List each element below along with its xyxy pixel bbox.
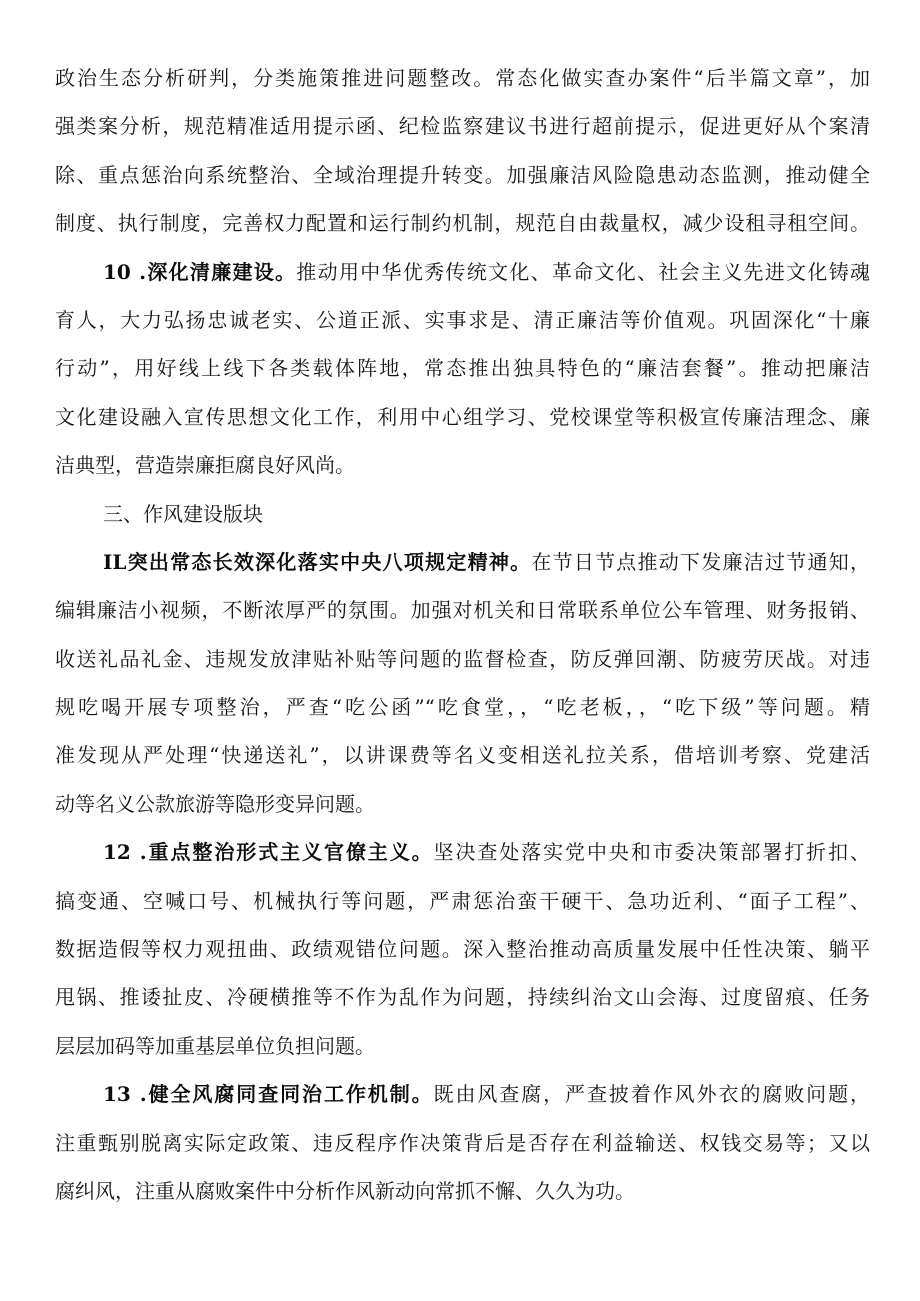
text-line	[55, 538, 870, 586]
text-line: 动等名义公款旅游等隐形变异问题。	[55, 791, 375, 816]
paragraph-item-13	[55, 1070, 870, 1215]
paragraph-item-10	[55, 248, 870, 490]
text-line: 甩锅、推诿扯皮、冷硬横推等不作为乱作为问题，持续纠治文山会海、过度留痕、任务	[55, 985, 870, 1010]
text-line: 注重甄别脱离实际定政策、违反程序作决策背后是否存在利益输送、权钱交易等；又以	[55, 1130, 870, 1155]
text-line: 层层加码等加重基层单位负担问题。	[55, 1033, 375, 1058]
paragraph-item-11	[55, 538, 870, 828]
text-line: 制度、执行制度，完善权力配置和运行制约机制，规范自由裁量权，减少设租寻租空间。	[55, 211, 870, 236]
item-heading: 13 .健全风腐同查同治工作机制。	[103, 1082, 434, 1107]
item-heading: 12 .重点整治形式主义官僚主义。	[103, 840, 434, 865]
text-line: 数据造假等权力观扭曲、政绩观错位问题。深入整治推动高质量发展中任性决策、躺平	[55, 937, 870, 962]
text-line: 编辑廉洁小视频，不断浓厚严的氛围。加强对机关和日常联系单位公车管理、财务报销、	[55, 598, 870, 623]
paragraph-item-12	[55, 828, 870, 1070]
text-line: 文化建设融入宣传思想文化工作，利用中心组学习、党校课堂等积极宣传廉洁理念、廉	[55, 404, 870, 429]
text-line: 育人，大力弘扬忠诚老实、公道正派、实事求是、清正廉洁等价值观。巩固深化“十廉	[55, 307, 870, 332]
item-text: 既由风查腐，严查披着作风外衣的腐败问题，	[433, 1082, 870, 1107]
text-line: 收送礼品礼金、违规发放津贴补贴等问题的监督检查，防反弹回潮、防疲劳厌战。对违	[55, 646, 870, 671]
text-line	[55, 1070, 870, 1118]
text-line	[55, 828, 870, 876]
document-body	[55, 54, 870, 1215]
item-heading: IL突出常态长效深化落实中央八项规定精神。	[103, 549, 532, 574]
text-line	[55, 248, 870, 296]
paragraph-intro	[55, 54, 870, 248]
text-line: 规吃喝开展专项整治，严查“吃公函”“吃食堂，，“吃老板，，“吃下级”等问题。精	[55, 695, 870, 720]
text-line: 搞变通、空喊口号、机械执行等问题，严肃惩治蛮干硬干、急功近利、“面子工程”、	[55, 888, 870, 913]
text-line: 行动”，用好线上线下各类载体阵地，常态推出独具特色的“廉洁套餐”。推动把廉洁	[55, 356, 870, 381]
text-line: 洁典型，营造崇廉拒腐良好风尚。	[55, 453, 355, 478]
text-line: 除、重点惩治向系统整治、全域治理提升转变。加强廉洁风险隐患动态监测，推动健全	[55, 162, 870, 187]
text-line: 强类案分析，规范精准适用提示函、纪检监察建议书进行超前提示，促进更好从个案清	[55, 114, 870, 139]
text-line: 政治生态分析研判，分类施策推进问题整改。常态化做实查办案件“后半篇文章”，加	[55, 66, 870, 90]
section-title: 三、作风建设版块	[103, 501, 263, 526]
text-line: 准发现从严处理“快递送礼”，以讲课费等名义变相送礼拉关系，借培训考察、党建活	[55, 743, 870, 768]
item-heading: 10 .深化清廉建设。	[103, 259, 297, 284]
item-text: 在节日节点推动下发廉洁过节通知，	[531, 549, 870, 574]
item-text: 推动用中华优秀传统文化、革命文化、社会主义先进文化铸魂	[296, 259, 870, 284]
text-line: 腐纠风，注重从腐败案件中分析作风新动向常抓不懈、久久为功。	[55, 1178, 635, 1203]
item-text: 坚决查处落实党中央和市委决策部署打折扣、	[433, 840, 870, 865]
